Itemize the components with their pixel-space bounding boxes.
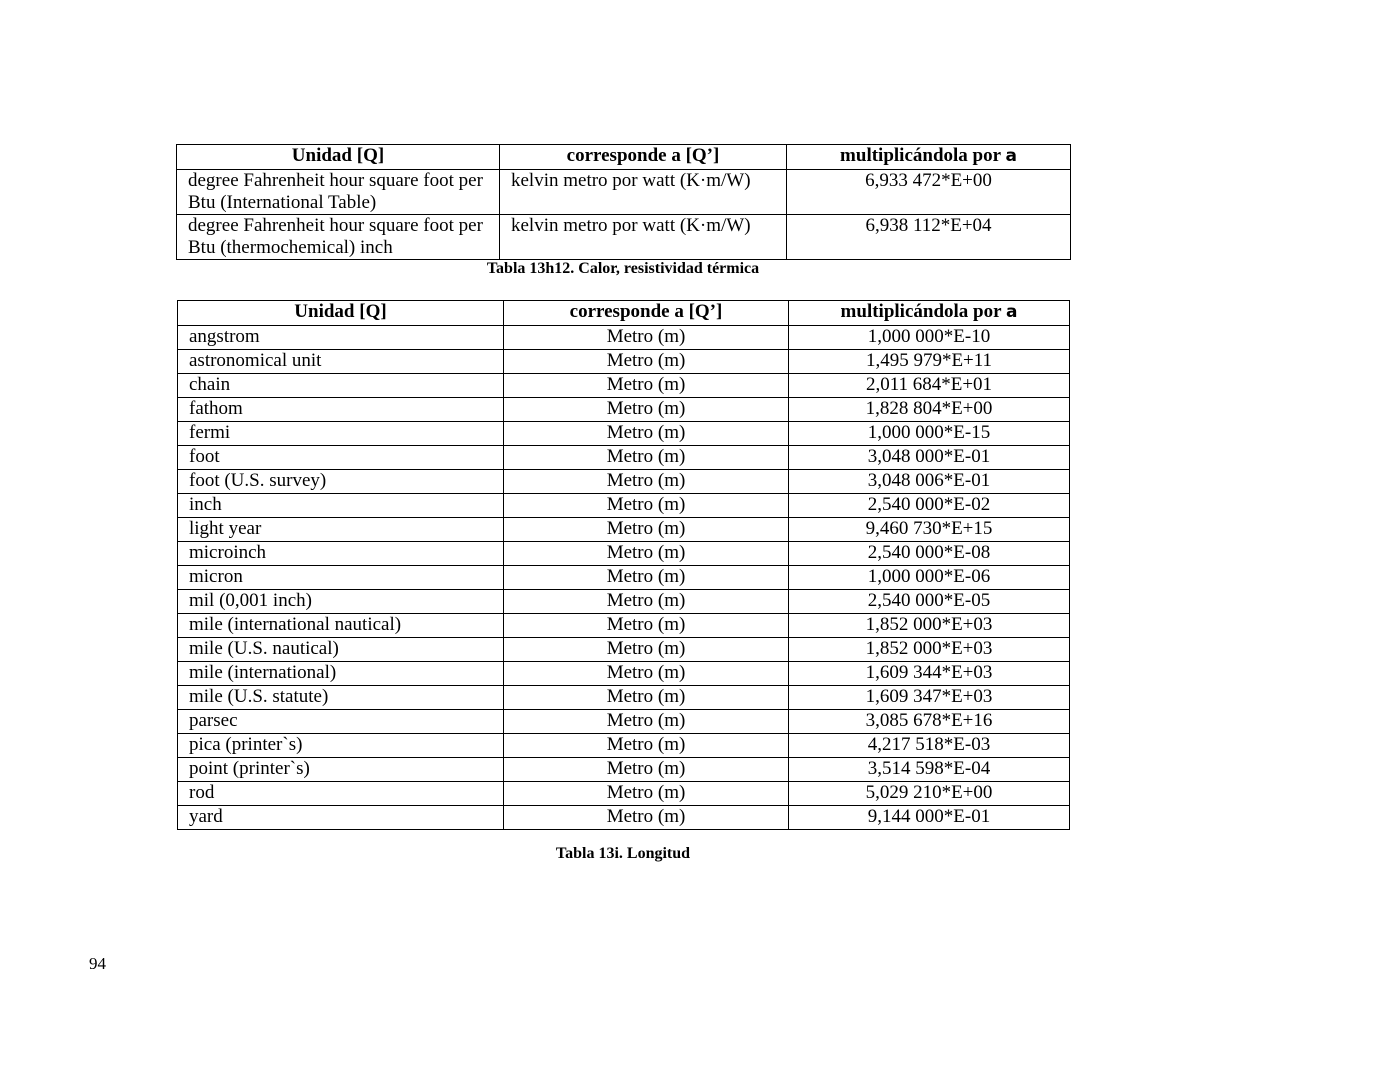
table-row: [178, 806, 1070, 830]
factor-cell: 6,933 472*E+00: [787, 170, 1071, 215]
corresponds-cell: Metro (m): [504, 734, 789, 758]
table-row: [178, 518, 1070, 542]
corresponds-cell: Metro (m): [504, 806, 789, 830]
factor-cell: 3,514 598*E-04: [789, 758, 1070, 782]
factor-cell: 1,609 347*E+03: [789, 686, 1070, 710]
factor-cell: 1,495 979*E+11: [789, 350, 1070, 374]
table-row: [178, 350, 1070, 374]
factor-cell: 1,828 804*E+00: [789, 398, 1070, 422]
unit-cell: inch: [178, 494, 504, 518]
corresponds-cell: Metro (m): [504, 710, 789, 734]
column-header-multiply: [789, 301, 1070, 326]
factor-cell: 2,540 000*E-08: [789, 542, 1070, 566]
factor-cell: 1,852 000*E+03: [789, 614, 1070, 638]
table-row: [178, 782, 1070, 806]
table-caption: Tabla 13i. Longitud: [555, 845, 691, 862]
corresponds-cell: Metro (m): [504, 494, 789, 518]
unit-cell: fermi: [178, 422, 504, 446]
factor-cell: 1,000 000*E-15: [789, 422, 1070, 446]
table-row: [178, 542, 1070, 566]
corresponds-cell: Metro (m): [504, 350, 789, 374]
corresponds-cell: Metro (m): [504, 422, 789, 446]
factor-cell: 5,029 210*E+00: [789, 782, 1070, 806]
unit-cell: degree Fahrenheit hour square foot per Btu (thermochemical) inch: [177, 215, 500, 260]
factor-cell: 3,048 000*E-01: [789, 446, 1070, 470]
unit-cell: parsec: [178, 710, 504, 734]
corresponds-cell: Metro (m): [504, 518, 789, 542]
corresponds-cell: Metro (m): [504, 782, 789, 806]
column-header-unit: Unidad [Q]: [178, 301, 504, 326]
corresponds-cell: Metro (m): [504, 614, 789, 638]
factor-cell: 1,000 000*E-06: [789, 566, 1070, 590]
unit-cell: foot (U.S. survey): [178, 470, 504, 494]
multiply-symbol: a: [1005, 146, 1017, 166]
corresponds-cell: Metro (m): [504, 470, 789, 494]
corresponds-cell: Metro (m): [504, 638, 789, 662]
unit-cell: degree Fahrenheit hour square foot per Btu (International Table): [177, 170, 500, 215]
factor-cell: 9,460 730*E+15: [789, 518, 1070, 542]
unit-cell: yard: [178, 806, 504, 830]
unit-cell: foot: [178, 446, 504, 470]
factor-cell: 9,144 000*E-01: [789, 806, 1070, 830]
unit-cell: mile (U.S. nautical): [178, 638, 504, 662]
unit-cell: light year: [178, 518, 504, 542]
length-table: [177, 300, 1070, 830]
table-row: [178, 374, 1070, 398]
table-body: [177, 170, 1071, 260]
factor-cell: 3,048 006*E-01: [789, 470, 1070, 494]
unit-cell: pica (printer`s): [178, 734, 504, 758]
unit-cell: rod: [178, 782, 504, 806]
table-row: [178, 758, 1070, 782]
corresponds-cell: Metro (m): [504, 590, 789, 614]
corresponds-cell: Metro (m): [504, 446, 789, 470]
unit-cell: micron: [178, 566, 504, 590]
factor-cell: 1,609 344*E+03: [789, 662, 1070, 686]
factor-cell: 6,938 112*E+04: [787, 215, 1071, 260]
page-number: 94: [89, 954, 106, 973]
table-row: [178, 686, 1070, 710]
table-row: [178, 710, 1070, 734]
table-caption: Tabla 13h12. Calor, resistividad térmica: [486, 260, 760, 277]
column-header-corresponds: corresponde a [Q’]: [504, 301, 789, 326]
factor-cell: 4,217 518*E-03: [789, 734, 1070, 758]
multiply-label: multiplicándola por: [840, 301, 1002, 322]
table-row: [177, 170, 1071, 215]
corresponds-cell: Metro (m): [504, 326, 789, 350]
factor-cell: 1,852 000*E+03: [789, 638, 1070, 662]
table-row: [178, 566, 1070, 590]
multiply-symbol: a: [1005, 302, 1018, 322]
table-row: [178, 446, 1070, 470]
unit-cell: mil (0,001 inch): [178, 590, 504, 614]
unit-cell: chain: [178, 374, 504, 398]
factor-cell: 1,000 000*E-10: [789, 326, 1070, 350]
table-row: [178, 470, 1070, 494]
table-row: [178, 662, 1070, 686]
table-row: [178, 590, 1070, 614]
corresponds-cell: kelvin metro por watt (K·m/W): [500, 170, 787, 215]
column-header-corresponds: corresponde a [Q’]: [500, 145, 787, 170]
table-row: [178, 422, 1070, 446]
corresponds-cell: Metro (m): [504, 374, 789, 398]
unit-cell: point (printer`s): [178, 758, 504, 782]
table-row: [178, 638, 1070, 662]
corresponds-cell: Metro (m): [504, 566, 789, 590]
table-row: [178, 614, 1070, 638]
factor-cell: 2,011 684*E+01: [789, 374, 1070, 398]
unit-cell: mile (international nautical): [178, 614, 504, 638]
corresponds-cell: kelvin metro por watt (K·m/W): [500, 215, 787, 260]
unit-cell: microinch: [178, 542, 504, 566]
table-body: [178, 326, 1070, 830]
factor-cell: 2,540 000*E-05: [789, 590, 1070, 614]
unit-cell: fathom: [178, 398, 504, 422]
unit-cell: mile (U.S. statute): [178, 686, 504, 710]
table-row: [178, 398, 1070, 422]
corresponds-cell: Metro (m): [504, 758, 789, 782]
table-header-row: [177, 145, 1071, 170]
table-row: [178, 734, 1070, 758]
table-row: [178, 326, 1070, 350]
unit-cell: angstrom: [178, 326, 504, 350]
table-row: [177, 215, 1071, 260]
column-header-multiply: [787, 145, 1071, 170]
multiply-label: multiplicándola por: [840, 145, 1001, 166]
factor-cell: 2,540 000*E-02: [789, 494, 1070, 518]
table-row: [178, 494, 1070, 518]
column-header-unit: Unidad [Q]: [177, 145, 500, 170]
factor-cell: 3,085 678*E+16: [789, 710, 1070, 734]
unit-cell: mile (international): [178, 662, 504, 686]
unit-cell: astronomical unit: [178, 350, 504, 374]
table-header-row: [178, 301, 1070, 326]
corresponds-cell: Metro (m): [504, 398, 789, 422]
corresponds-cell: Metro (m): [504, 662, 789, 686]
corresponds-cell: Metro (m): [504, 686, 789, 710]
corresponds-cell: Metro (m): [504, 542, 789, 566]
thermal-resistivity-table: [176, 144, 1071, 260]
